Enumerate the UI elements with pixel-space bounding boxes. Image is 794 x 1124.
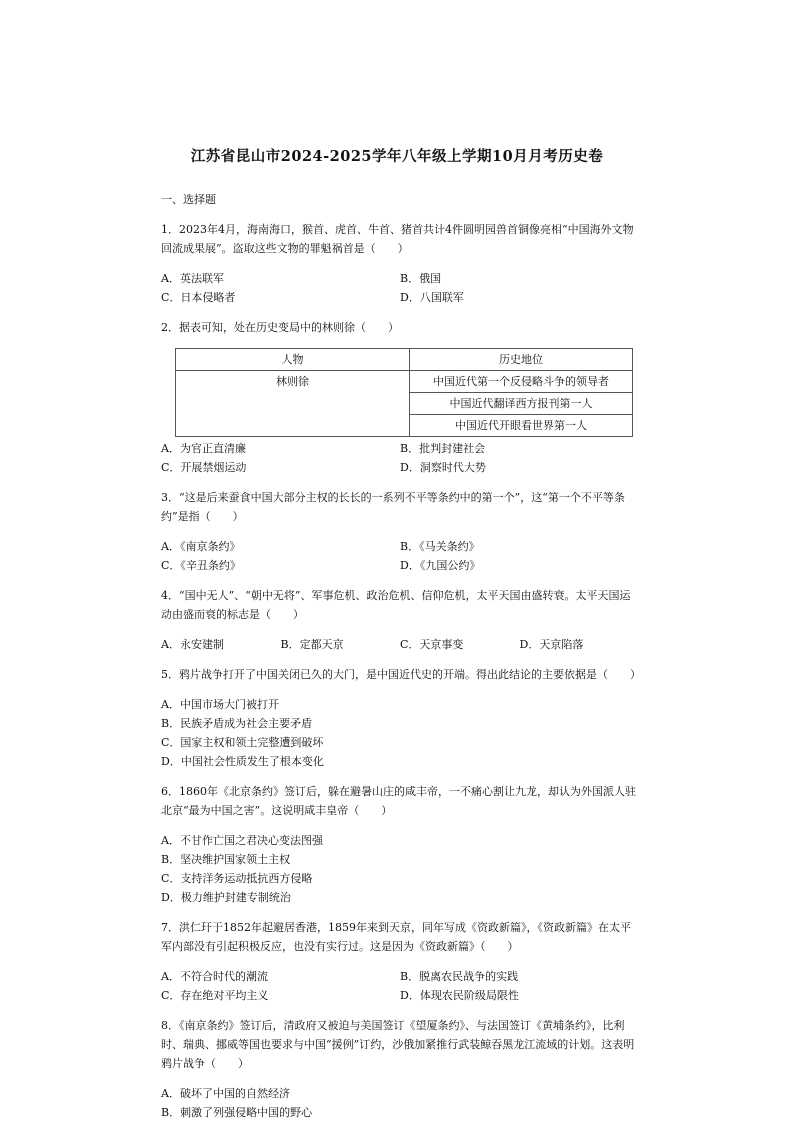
table-cell-person: 林则徐 bbox=[176, 371, 410, 437]
section-heading: 一、选择题 bbox=[161, 193, 216, 206]
option-d: D．体现农民阶级局限性 bbox=[400, 989, 519, 1002]
option-b: B．定都天京 bbox=[280, 638, 344, 651]
table-header-person: 人物 bbox=[176, 349, 410, 371]
option-c: C．日本侵略者 bbox=[161, 291, 236, 304]
table-cell-role: 中国近代第一个反侵略斗争的领导者 bbox=[410, 371, 633, 393]
option-a: A．破坏了中国的自然经济 bbox=[161, 1087, 290, 1100]
question-stem: 6．1860年《北京条约》签订后，躲在避暑山庄的咸丰帝，一不痛心割让九龙，却认为外国派人驻北京“最为中国之害”。这说明咸丰皇帝（ ） bbox=[161, 785, 636, 817]
option-d: D．《九国公约》 bbox=[400, 559, 481, 572]
option-d: D．极力维护封建专制统治 bbox=[161, 891, 291, 904]
question-4 bbox=[161, 586, 639, 654]
question-8 bbox=[161, 1016, 639, 1122]
question-3 bbox=[161, 488, 639, 575]
option-d: D．八国联军 bbox=[400, 291, 464, 304]
option-a: A．永安建制 bbox=[161, 638, 224, 651]
options-row bbox=[161, 537, 639, 556]
option-a: A．中国市场大门被打开 bbox=[161, 698, 279, 711]
option-a: A．为官正直清廉 bbox=[161, 442, 246, 455]
options-row bbox=[161, 269, 639, 288]
history-table bbox=[175, 348, 633, 437]
option-a: A．英法联军 bbox=[161, 272, 224, 285]
question-1 bbox=[161, 220, 639, 307]
options-row bbox=[161, 635, 639, 654]
option-b: B．脱离农民战争的实践 bbox=[400, 970, 519, 983]
option-c: C．支持洋务运动抵抗西方侵略 bbox=[161, 872, 313, 885]
option-c: C．国家主权和领土完整遭到破坏 bbox=[161, 736, 324, 749]
question-6 bbox=[161, 782, 639, 907]
question-stem: 8．《南京条约》签订后，清政府又被迫与美国签订《望厦条约》、与法国签订《黄埔条约》，比利时、瑞典、挪威等国也要求与中国“援例”订约，沙俄加紧推行武装鲸吞黑龙江流域的计划。这表明鸦片战争（ ） bbox=[161, 1019, 635, 1070]
options-row bbox=[161, 986, 639, 1005]
option-d: D．天京陷落 bbox=[519, 638, 584, 651]
options-row bbox=[161, 439, 639, 458]
option-b: B．俄国 bbox=[400, 272, 442, 285]
question-stem: 7．洪仁玕于1852年起避居香港，1859年来到天京，同年写成《资政新篇》，《资政新篇》在太平军内部没有引起积极反应，也没有实行过。这是因为《资政新篇》（ ） bbox=[161, 921, 631, 953]
exam-content bbox=[161, 190, 639, 1122]
option-c: C．《辛丑条约》 bbox=[161, 559, 241, 572]
question-stem: 5．鸦片战争打开了中国关闭已久的大门，是中国近代史的开端。得出此结论的主要依据是（ ） bbox=[161, 668, 641, 681]
option-d: D．中国社会性质发生了根本变化 bbox=[161, 755, 324, 768]
option-a: A．《南京条约》 bbox=[161, 540, 241, 553]
question-stem: 3．“这是后来蚕食中国大部分主权的长长的一系列不平等条约中的第一个”，这“第一个不平等条约”是指（ ） bbox=[161, 491, 625, 523]
options-row bbox=[161, 288, 639, 307]
option-d: D．洞察时代大势 bbox=[400, 461, 486, 474]
option-b: B．《马关条约》 bbox=[400, 540, 480, 553]
option-c: C．开展禁烟运动 bbox=[161, 461, 247, 474]
option-b: B．民族矛盾成为社会主要矛盾 bbox=[161, 717, 313, 730]
option-b: B．批判封建社会 bbox=[400, 442, 486, 455]
option-c: C．天京事变 bbox=[400, 638, 464, 651]
options-row bbox=[161, 967, 639, 986]
option-a: A．不符合时代的潮流 bbox=[161, 970, 268, 983]
table-cell-role: 中国近代翻译西方报刊第一人 bbox=[410, 393, 633, 415]
question-stem: 4．“国中无人”、“朝中无将”、军事危机、政治危机、信仰危机，太平天国由盛转衰。太平天国运动由盛而衰的标志是（ ） bbox=[161, 589, 631, 621]
options-row bbox=[161, 556, 639, 575]
table-header-status: 历史地位 bbox=[410, 349, 633, 371]
option-a: A．不甘作亡国之君决心变法图强 bbox=[161, 834, 323, 847]
table-header-row bbox=[176, 349, 633, 371]
page-title: 江苏省昆山市2024-2025学年八年级上学期10月月考历史卷 bbox=[190, 148, 604, 165]
question-5 bbox=[161, 665, 639, 771]
option-b: B．刺激了列强侵略中国的野心 bbox=[161, 1106, 313, 1119]
question-7 bbox=[161, 918, 639, 1005]
option-c: C．存在绝对平均主义 bbox=[161, 989, 269, 1002]
question-stem: 2．据表可知，处在历史变局中的林则徐（ ） bbox=[161, 321, 399, 334]
question-2 bbox=[161, 318, 639, 477]
question-stem: 1．2023年4月，海南海口，猴首、虎首、牛首、猪首共计4件圆明园兽首铜像亮相“中国海外文物回流成果展”。盗取这些文物的罪魁祸首是（ ） bbox=[161, 223, 634, 255]
options-row bbox=[161, 458, 639, 477]
table-cell-role: 中国近代开眼看世界第一人 bbox=[410, 415, 633, 437]
option-b: B．坚决维护国家领土主权 bbox=[161, 853, 291, 866]
table-row bbox=[176, 371, 633, 393]
